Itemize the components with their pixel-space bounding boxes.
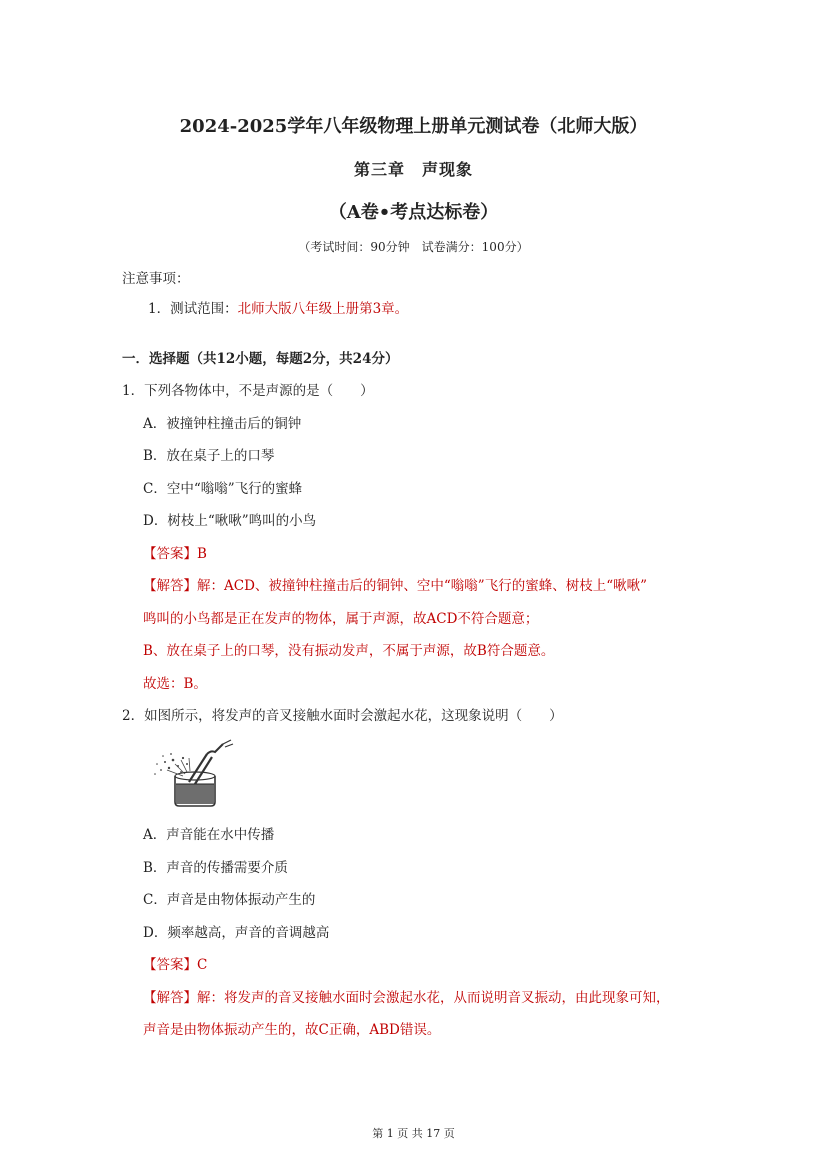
question-2-option-c: C．声音是由物体振动产生的: [143, 892, 316, 908]
notes-item-1: [148, 300, 408, 318]
question-1-analysis-line: 故选：B。: [143, 676, 207, 692]
page-footer: 第 1 页 共 17 页: [372, 1127, 455, 1140]
question-1-analysis-line: 【解答】解：ACD、被撞钟柱撞击后的铜钟、空中“嗡嗡”飞行的蜜蜂、树枝上“啾啾”: [143, 578, 648, 594]
question-2-answer: 【答案】C: [143, 957, 208, 973]
chapter-title: 第三章 声现象: [353, 160, 473, 179]
question-1-option-d: D．树枝上“啾啾”鸣叫的小鸟: [143, 513, 317, 529]
volume-title: （A卷•考点达标卷）: [328, 202, 499, 223]
question-2-option-b: B．声音的传播需要介质: [143, 860, 288, 876]
question-2-stem: 2．如图所示，将发声的音叉接触水面时会激起水花，这现象说明（ ）: [122, 708, 563, 724]
question-2-option-d: D．频率越高，声音的音调越高: [143, 925, 330, 941]
question-1-analysis-line: 鸣叫的小鸟都是正在发声的物体，属于声源，故ACD不符合题意；: [143, 611, 539, 627]
question-1-stem: 1．下列各物体中，不是声源的是（ ）: [122, 383, 374, 399]
question-1-analysis-line: B、放在桌子上的口琴，没有振动发声，不属于声源，故B符合题意。: [143, 643, 555, 659]
question-1-answer: 【答案】B: [143, 546, 207, 562]
exam-title: 2024-2025学年八年级物理上册单元测试卷（北师大版）: [179, 116, 648, 137]
question-1-option-b: B．放在桌子上的口琴: [143, 448, 275, 464]
question-2-analysis-line: 【解答】解：将发声的音叉接触水面时会激起水花，从而说明音叉振动，由此现象可知，: [143, 990, 670, 1006]
notes-heading: 注意事项：: [122, 271, 190, 287]
question-2-analysis-line: 声音是由物体振动产生的，故C正确，ABD错误。: [143, 1022, 441, 1038]
notes-item-1-prefix: 1．测试范围：: [148, 301, 238, 317]
exam-info: （考试时间：90分钟 试卷满分：100分）: [298, 240, 529, 254]
question-2-option-a: A．声音能在水中传播: [143, 827, 275, 843]
notes-item-1-value: 北师大版八年级上册第3章。: [237, 301, 409, 317]
section-heading: 一．选择题（共12小题，每题2分，共24分）: [122, 351, 399, 367]
question-1-option-a: A．被撞钟柱撞击后的铜钟: [143, 416, 302, 432]
tuning-fork-water-figure: [145, 738, 237, 808]
question-1-option-c: C．空中“嗡嗡”飞行的蜜蜂: [143, 481, 303, 497]
